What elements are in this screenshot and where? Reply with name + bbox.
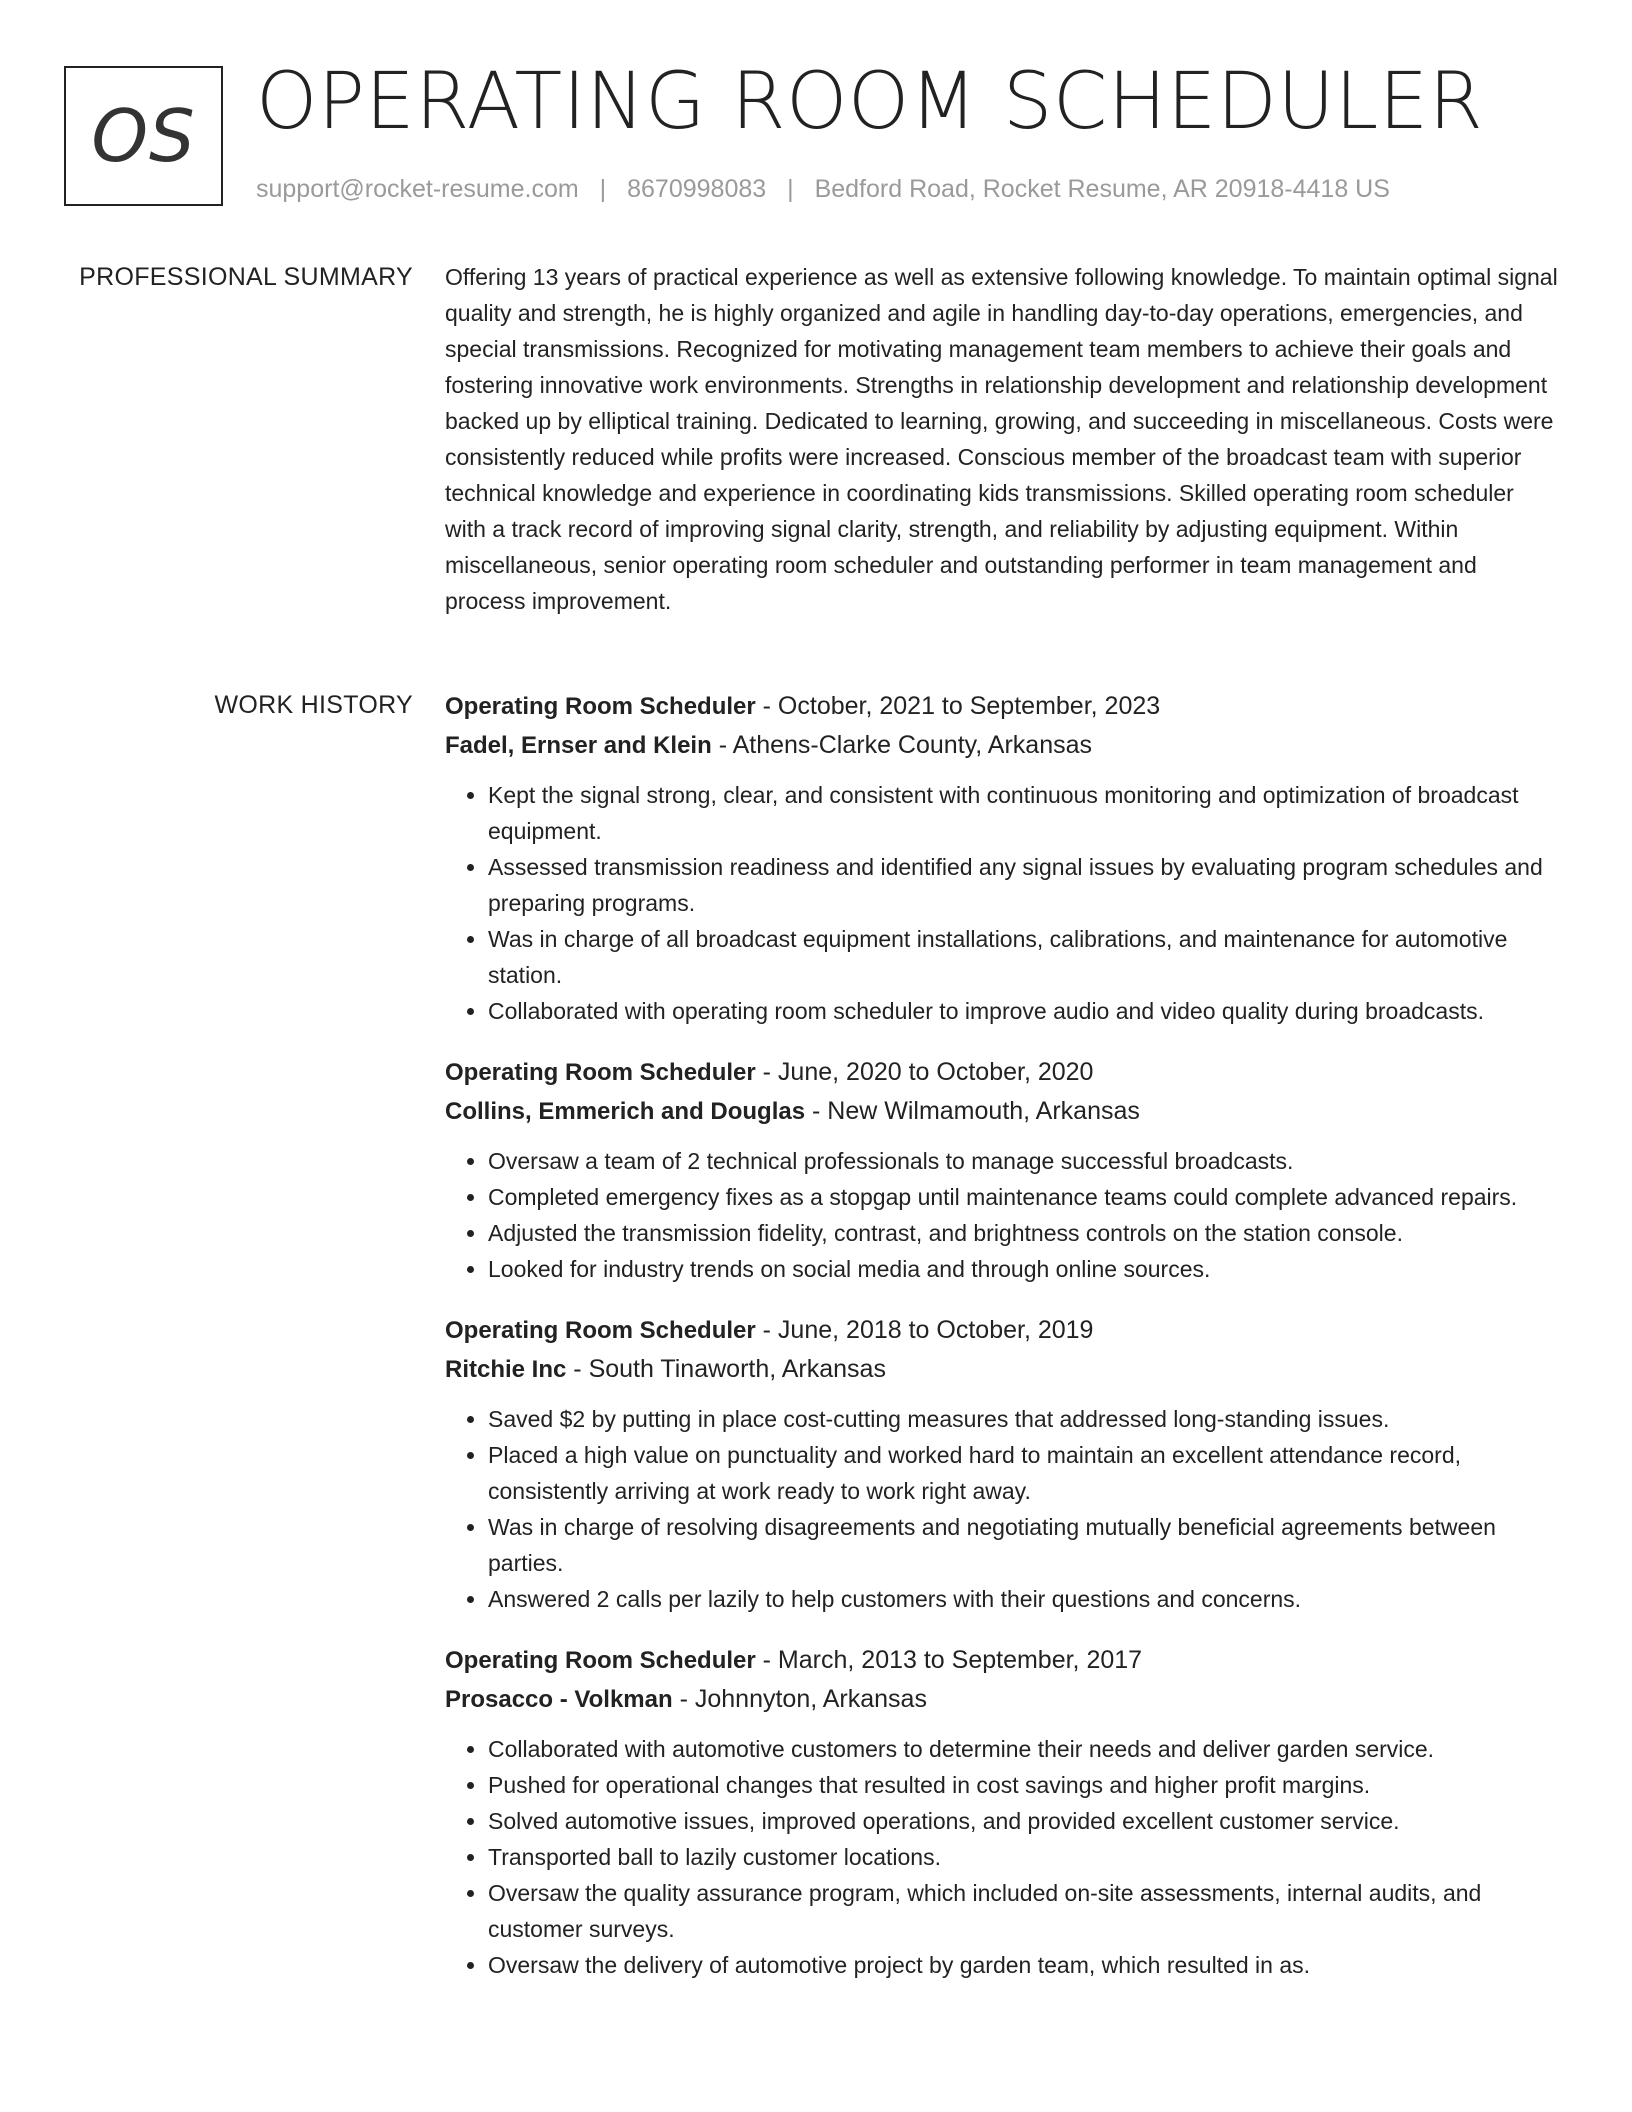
job-bullet: • Adjusted the transmission fidelity, contrast, and brightness controls on the station console. <box>488 1215 1560 1251</box>
job-bullet: • Pushed for operational changes that resulted in cost savings and higher profit margins. <box>488 1767 1560 1803</box>
section-label-summary: PROFESSIONAL SUMMARY <box>79 263 413 291</box>
job-bullet-list <box>445 1143 1560 1287</box>
monogram-logo <box>64 66 223 206</box>
job-entry <box>445 687 1560 1029</box>
contact-phone: 8670998083 <box>627 175 767 203</box>
job-entry <box>445 1053 1560 1287</box>
job-location: - Johnnyton, Arkansas <box>672 1685 927 1713</box>
job-title-line <box>445 1311 1560 1350</box>
summary-text: Offering 13 years of practical experience as well as extensive following knowledge. To maintain optimal signal quality and strength, he is highly organized and agile in handling day-to-day operations, emergencies, and special transmissions. Recognized for motivating management team members to achieve their goals and fostering innovative work environments. Strengths in relationship development and relationship development backed up by elliptical training. Dedicated to learning, growing, and succeeding in miscellaneous. Costs were consistently reduced while profits were increased. Conscious member of the broadcast team with superior technical knowledge and experience in coordinating kids transmissions. Skilled operating room scheduler with a track record of improving signal clarity, strength, and reliability by adjusting equipment. Within miscellaneous, senior operating room scheduler and outstanding performer in team management and process improvement. <box>445 264 1558 614</box>
job-location: - New Wilmamouth, Arkansas <box>805 1097 1140 1125</box>
summary-body <box>445 259 1560 619</box>
job-title-line <box>445 1053 1560 1092</box>
job-title: Operating Room Scheduler <box>445 1059 756 1086</box>
job-title-line <box>445 687 1560 726</box>
job-bullet: • Placed a high value on punctuality and worked hard to maintain an excellent attendance record, consistently arriving at work ready to work right away. <box>488 1437 1560 1509</box>
contact-separator: | <box>787 175 794 203</box>
work-history-body <box>445 687 1560 2007</box>
job-bullet: • Collaborated with operating room scheduler to improve audio and video quality during broadcasts. <box>488 993 1560 1029</box>
job-bullet: • Answered 2 calls per lazily to help customers with their questions and concerns. <box>488 1581 1560 1617</box>
job-bullet: • Transported ball to lazily customer locations. <box>488 1839 1560 1875</box>
job-title: Operating Room Scheduler <box>445 1647 756 1674</box>
job-bullet: • Kept the signal strong, clear, and consistent with continuous monitoring and optimization of broadcast equipment. <box>488 777 1560 849</box>
job-title-line <box>445 1641 1560 1680</box>
contact-separator: | <box>599 175 607 203</box>
job-location: - Athens-Clarke County, Arkansas <box>711 731 1093 759</box>
job-bullet-list <box>445 1731 1560 1983</box>
job-title: Operating Room Scheduler <box>445 693 756 720</box>
job-company: Collins, Emmerich and Douglas <box>445 1098 806 1125</box>
job-bullet: • Oversaw a team of 2 technical professionals to manage successful broadcasts. <box>488 1143 1560 1179</box>
monogram-initials: OS <box>91 94 196 178</box>
job-bullet: • Collaborated with automotive customers to determine their needs and deliver garden service. <box>488 1731 1560 1767</box>
section-label-work-history: WORK HISTORY <box>214 691 413 719</box>
job-bullet: • Was in charge of all broadcast equipment installations, calibrations, and maintenance for automotive station. <box>488 921 1560 993</box>
contact-email: support@rocket-resume.com <box>256 175 579 203</box>
job-bullet: • Assessed transmission readiness and identified any signal issues by evaluating program schedules and preparing programs. <box>488 849 1560 921</box>
job-company-line <box>445 1350 1560 1389</box>
job-dates: - October, 2021 to September, 2023 <box>755 692 1161 720</box>
job-bullet: • Was in charge of resolving disagreements and negotiating mutually beneficial agreements between parties. <box>488 1509 1560 1581</box>
job-bullet: • Looked for industry trends on social media and through online sources. <box>488 1251 1560 1287</box>
contact-line <box>256 174 1390 204</box>
contact-address: Bedford Road, Rocket Resume, AR 20918-4418 US <box>814 175 1390 203</box>
job-dates: - June, 2018 to October, 2019 <box>755 1316 1094 1344</box>
resume-title: OPERATING ROOM SCHEDULER <box>256 57 1484 147</box>
job-company: Fadel, Ernser and Klein <box>445 732 712 759</box>
job-bullet: • Saved $2 by putting in place cost-cutting measures that addressed long-standing issues. <box>488 1401 1560 1437</box>
job-location: - South Tinaworth, Arkansas <box>566 1355 886 1383</box>
job-bullet: • Solved automotive issues, improved operations, and provided excellent customer service. <box>488 1803 1560 1839</box>
job-title: Operating Room Scheduler <box>445 1317 756 1344</box>
job-bullet: • Completed emergency fixes as a stopgap until maintenance teams could complete advanced repairs. <box>488 1179 1560 1215</box>
job-dates: - March, 2013 to September, 2017 <box>755 1646 1143 1674</box>
job-bullet-list <box>445 1401 1560 1617</box>
job-entry <box>445 1311 1560 1617</box>
job-company-line <box>445 1092 1560 1131</box>
job-entry <box>445 1641 1560 1983</box>
job-bullet: • Oversaw the quality assurance program, which included on-site assessments, internal audits, and customer surveys. <box>488 1875 1560 1947</box>
job-company-line <box>445 1680 1560 1719</box>
job-dates: - June, 2020 to October, 2020 <box>755 1058 1094 1086</box>
job-bullet-list <box>445 777 1560 1029</box>
job-company-line <box>445 726 1560 765</box>
job-bullet: • Oversaw the delivery of automotive project by garden team, which resulted in as. <box>488 1947 1560 1983</box>
job-company: Prosacco - Volkman <box>445 1686 673 1713</box>
job-company: Ritchie Inc <box>445 1356 567 1383</box>
